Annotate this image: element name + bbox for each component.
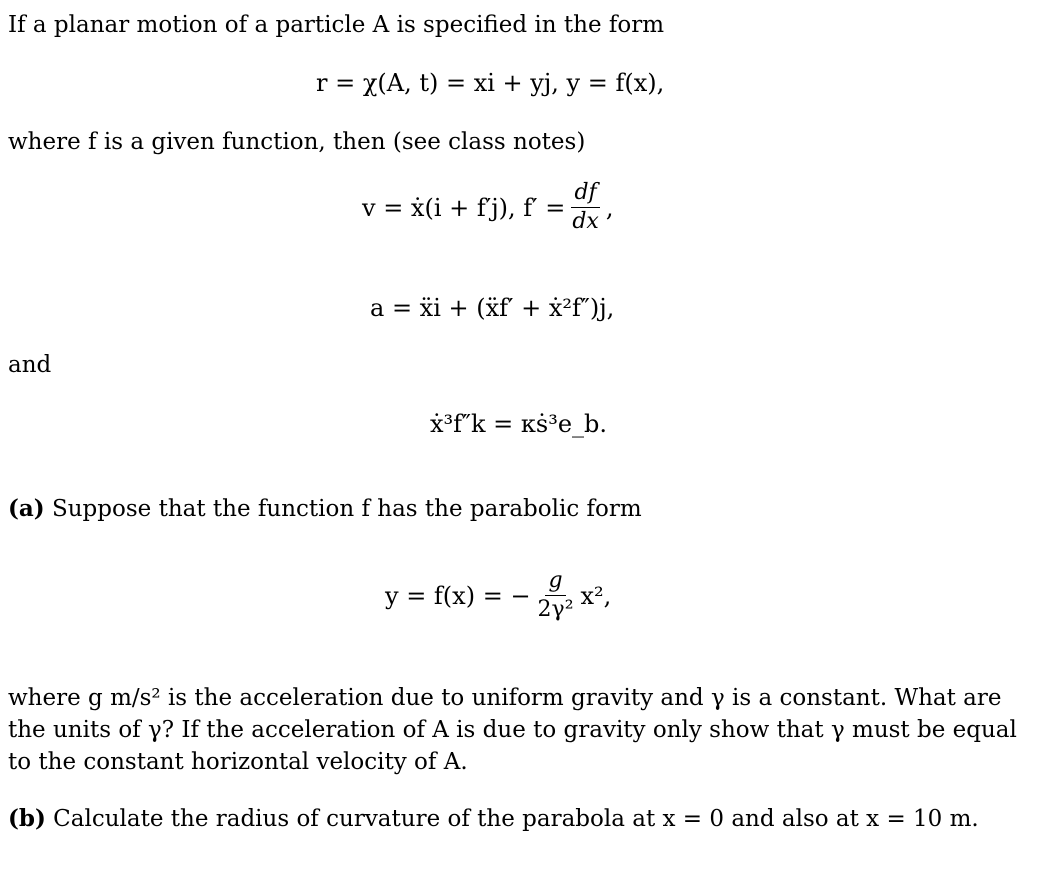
fraction-denominator: 2γ² [537, 597, 574, 622]
fraction-denominator: dx [572, 209, 599, 234]
fraction-df-dx [569, 180, 602, 235]
fraction-numerator: g [545, 568, 565, 596]
equation-parabola-lhs: y = f(x) = − [385, 581, 531, 610]
equation-parabola-tail: x², [580, 581, 612, 610]
equation-binormal: ẋ³f″k = κṡ³e_b. [430, 410, 608, 438]
part-b-text: Calculate the radius of curvature of the parabola at x = 0 and also at x = 10 m. [53, 806, 979, 832]
part-a-text: Suppose that the function f has the parabolic form [51, 496, 642, 522]
part-b [8, 804, 979, 834]
equation-velocity-tail: , [605, 193, 614, 222]
equation-parabola [385, 568, 611, 623]
part-a [8, 494, 642, 524]
part-b-label: (b) [8, 805, 46, 832]
where-f-text: where f is a given function, then (see class notes) [8, 129, 586, 155]
intro-text: If a planar motion of a particle A is specified in the form [8, 12, 665, 38]
and-text: and [8, 352, 52, 378]
part-a-label: (a) [8, 495, 45, 522]
gravity-paragraph: where g m/s² is the acceleration due to uniform gravity and γ is a constant. What are the units of γ? If the acceleration of A is due to gravity only show that γ must be equal to the constant horizontal velocity of A. [8, 685, 1017, 775]
equation-position: r = χ(A, t) = xi + yj, y = f(x), [316, 69, 665, 97]
fraction-numerator: df [571, 180, 599, 208]
equation-velocity [362, 180, 613, 235]
equation-acceleration: a = ẍi + (ẍf′ + ẋ²f″)j, [370, 294, 615, 322]
equation-velocity-lhs: v = ẋ(i + f′j), f′ = [362, 193, 566, 222]
fraction-g-2gamma2 [535, 568, 577, 623]
